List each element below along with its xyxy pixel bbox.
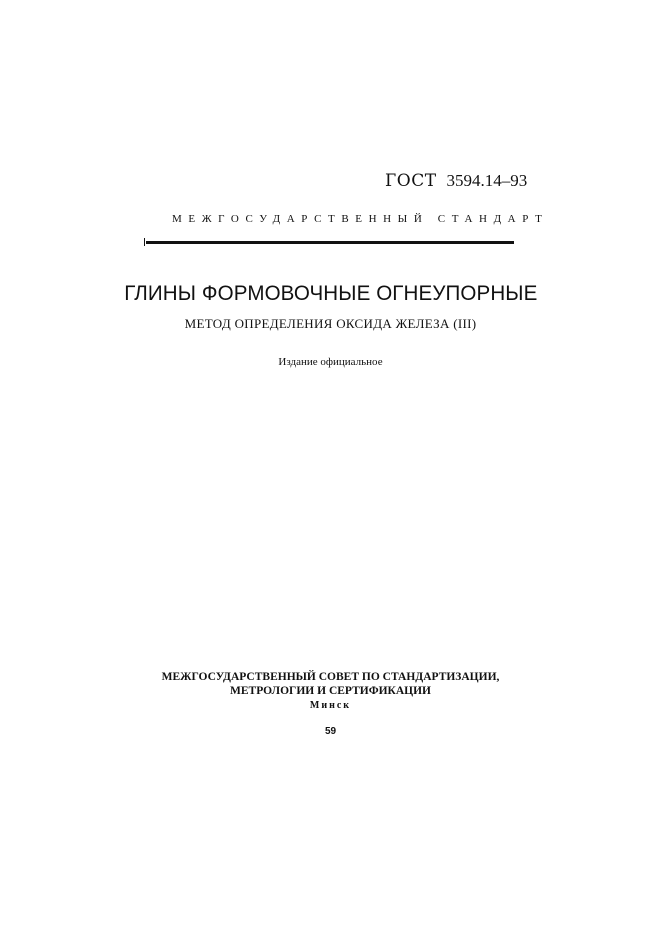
edition-note: Издание официальное [278, 356, 383, 368]
page-number: 59 [324, 726, 337, 737]
gost-number: 3594.14–93 [446, 171, 528, 190]
document-title-text: ГЛИНЫ ФОРМОВОЧНЫЕ ОГНЕУПОРНЫЕ [123, 282, 538, 305]
document-title [0, 282, 661, 306]
publisher-block [0, 670, 661, 698]
standard-type: МЕЖГОСУДАРСТВЕННЫЙ СТАНДАРТ [172, 213, 549, 225]
gost-label: ГОСТ [385, 171, 437, 191]
publication-city: Минск [309, 700, 352, 711]
document-subtitle: МЕТОД ОПРЕДЕЛЕНИЯ ОКСИДА ЖЕЛЕЗА (III) [184, 316, 477, 331]
publisher-line-1: МЕЖГОСУДАРСТВЕННЫЙ СОВЕТ ПО СТАНДАРТИЗАЦИИ, [161, 671, 500, 683]
divider-tick [144, 238, 145, 246]
gost-designation [385, 171, 527, 191]
header-divider [146, 241, 514, 244]
publisher-line-2: МЕТРОЛОГИИ И СЕРТИФИКАЦИИ [230, 685, 431, 697]
